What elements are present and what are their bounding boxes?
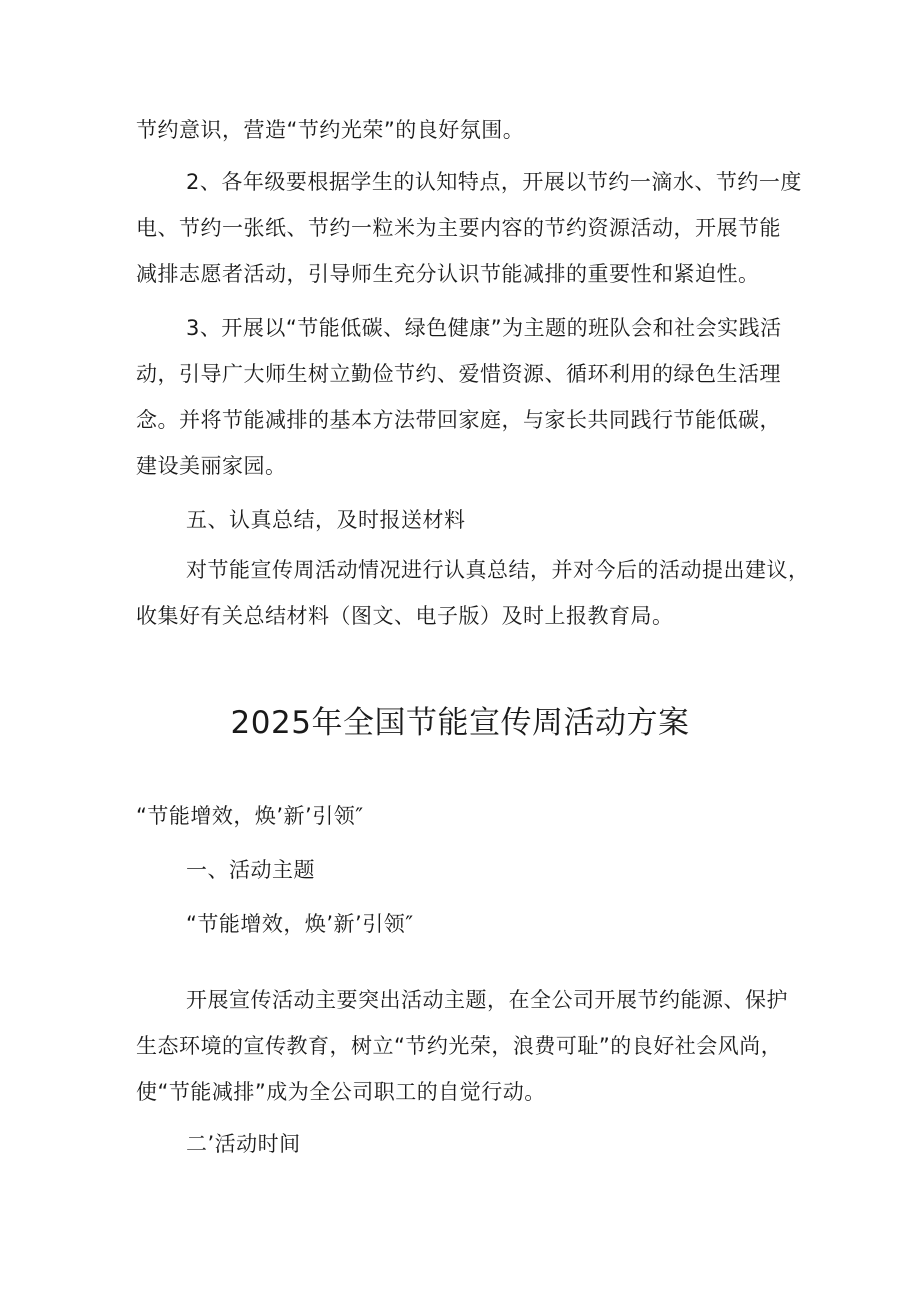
paragraph-line: 使“节能减排”成为全公司职工的自觉行动。 bbox=[136, 1080, 546, 1104]
paragraph-line: 开展宣传活动主要突出活动主题，在全公司开展节约能源、保护 bbox=[186, 988, 788, 1012]
document-title: 2025年全国节能宣传周活动方案 bbox=[230, 705, 690, 741]
paragraph-line: 动，引导广大师生树立勤俭节约、爱惜资源、循环利用的绿色生活理 bbox=[136, 362, 781, 386]
paragraph-line: 建设美丽家园。 bbox=[136, 454, 287, 478]
paragraph-line: 2、各年级要根据学生的认知特点，开展以节约一滴水、节约一度 bbox=[186, 170, 802, 194]
section-heading: 一、活动主题 bbox=[186, 858, 315, 882]
section-heading: 五、认真总结，及时报送材料 bbox=[186, 508, 466, 532]
section-heading: 二’活动时间 bbox=[186, 1132, 301, 1156]
slogan-line: “节能增效，焕’新’引领″ bbox=[136, 804, 364, 828]
paragraph-line: 收集好有关总结材料（图文、电子版）及时上报教育局。 bbox=[136, 604, 674, 628]
paragraph-line: 念。并将节能减排的基本方法带回家庭，与家长共同践行节能低碳， bbox=[136, 408, 781, 432]
paragraph-line: 生态环境的宣传教育，树立“节约光荣，浪费可耻”的良好社会风尚， bbox=[136, 1034, 783, 1058]
slogan-line: “节能增效，焕’新’引领″ bbox=[186, 912, 414, 936]
paragraph-line: 3、开展以“节能低碳、绿色健康”为主题的班队会和社会实践活 bbox=[186, 316, 782, 340]
paragraph-line: 减排志愿者活动，引导师生充分认识节能减排的重要性和紧迫性。 bbox=[136, 262, 760, 286]
paragraph-line: 电、节约一张纸、节约一粒米为主要内容的节约资源活动，开展节能 bbox=[136, 216, 781, 240]
paragraph-line: 节约意识，营造“节约光荣”的良好氛围。 bbox=[136, 118, 525, 142]
paragraph-line: 对节能宣传周活动情况进行认真总结，并对今后的活动提出建议， bbox=[186, 558, 810, 582]
